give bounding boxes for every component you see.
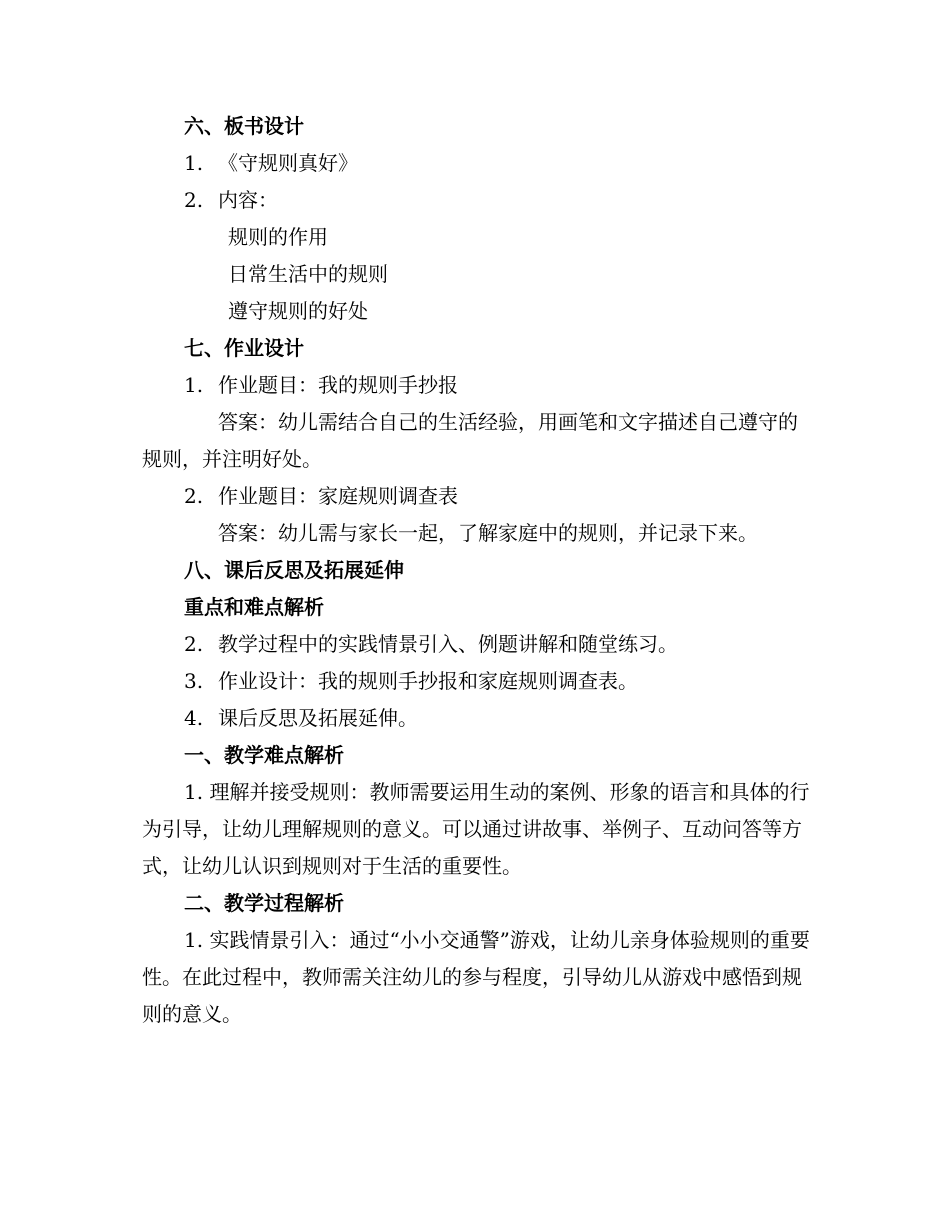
item-text: 课后反思及拓展延伸。 bbox=[218, 706, 418, 730]
item-text: 作业题目：我的规则手抄报 bbox=[218, 373, 458, 397]
heading-board-design: 六、板书设计 bbox=[184, 114, 304, 138]
list-item bbox=[142, 478, 812, 515]
heading-difficulty-analysis: 一、教学难点解析 bbox=[184, 743, 344, 767]
list-item bbox=[142, 182, 812, 219]
list-item bbox=[142, 145, 812, 182]
list-item bbox=[142, 663, 812, 700]
heading-homework-design: 七、作业设计 bbox=[184, 336, 304, 360]
body-paragraph: 1. 实践情景引入：通过“小小交通警”游戏，让幼儿亲身体验规则的重要性。在此过程中，教师需关注幼儿的参与程度，引导幼儿从游戏中感悟到规则的意义。 bbox=[142, 928, 810, 1026]
heading-reflection: 八、课后反思及拓展延伸 bbox=[184, 558, 404, 582]
heading-process-analysis: 二、教学过程解析 bbox=[184, 891, 344, 915]
item-number: 2. bbox=[184, 188, 204, 212]
sub-item: 规则的作用 bbox=[228, 225, 328, 249]
item-number: 2. bbox=[184, 484, 204, 508]
item-text: 内容： bbox=[218, 188, 278, 212]
list-item bbox=[142, 626, 812, 663]
answer-paragraph: 答案：幼儿需结合自己的生活经验，用画笔和文字描述自己遵守的规则，并注明好处。 bbox=[142, 410, 798, 471]
item-number: 3. bbox=[184, 669, 204, 693]
answer-paragraph: 答案：幼儿需与家长一起，了解家庭中的规则，并记录下来。 bbox=[218, 521, 758, 545]
item-text: 作业题目：家庭规则调查表 bbox=[218, 484, 458, 508]
heading-key-points: 重点和难点解析 bbox=[184, 595, 324, 619]
body-paragraph: 1. 理解并接受规则：教师需要运用生动的案例、形象的语言和具体的行为引导，让幼儿理解规则的意义。可以通过讲故事、举例子、互动问答等方式，让幼儿认识到规则对于生活的重要性。 bbox=[142, 780, 810, 878]
item-number: 4. bbox=[184, 706, 204, 730]
item-text: 作业设计：我的规则手抄报和家庭规则调查表。 bbox=[218, 669, 638, 693]
item-text: 《守规则真好》 bbox=[218, 151, 358, 175]
sub-item: 遵守规则的好处 bbox=[228, 299, 368, 323]
list-item bbox=[142, 700, 812, 737]
item-number: 1. bbox=[184, 151, 204, 175]
sub-item: 日常生活中的规则 bbox=[228, 262, 388, 286]
list-item bbox=[142, 367, 812, 404]
document-body bbox=[142, 108, 812, 1033]
item-text: 教学过程中的实践情景引入、例题讲解和随堂练习。 bbox=[218, 632, 678, 656]
item-number: 1. bbox=[184, 373, 204, 397]
item-number: 2. bbox=[184, 632, 204, 656]
